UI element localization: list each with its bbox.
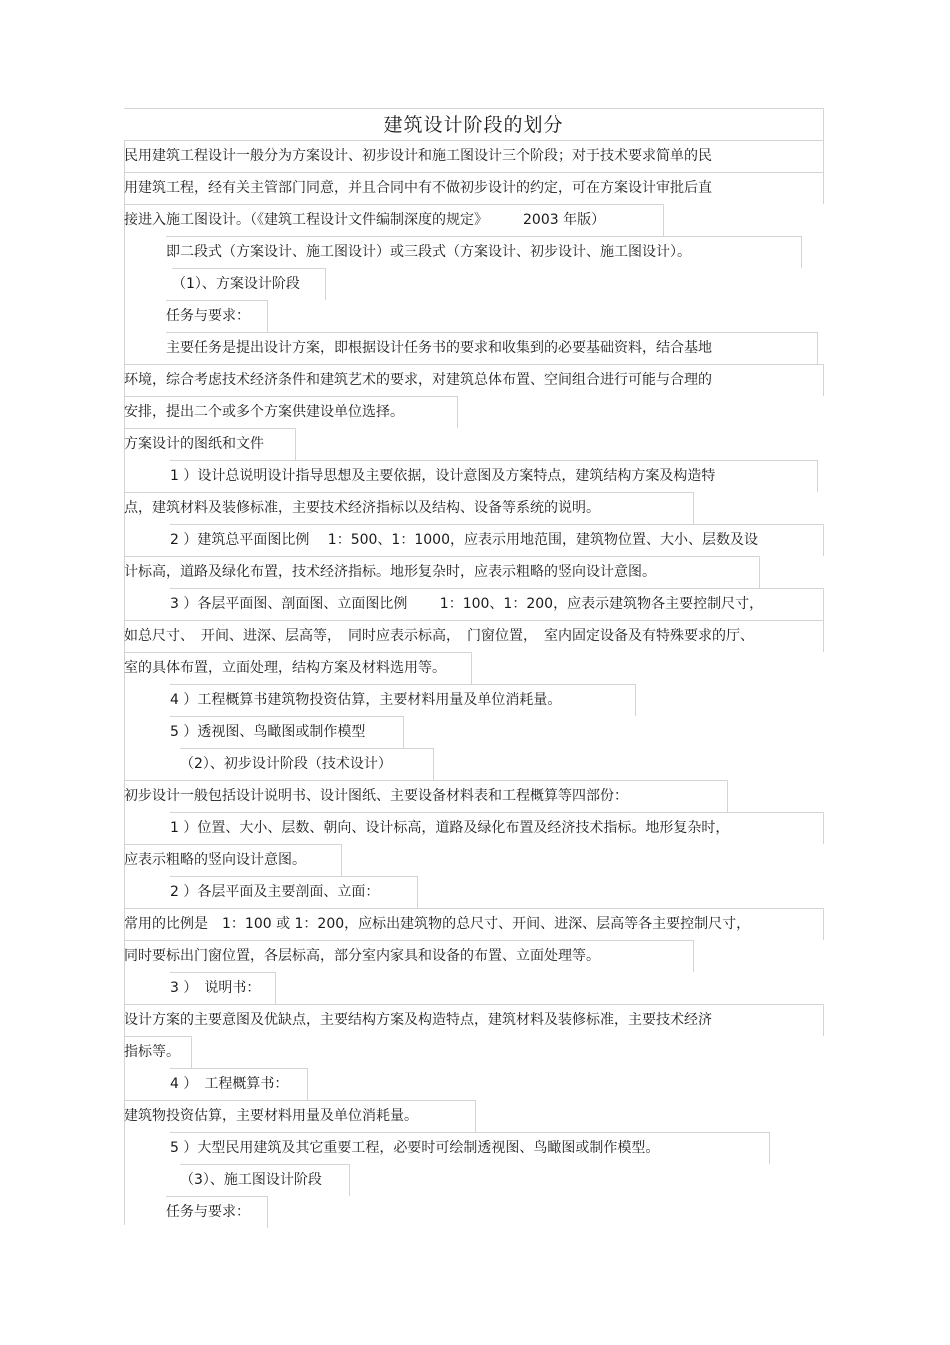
text-line: 1 ）位置、大小、层数、朝向、设计标高，道路及绿化布置及经济技术指标。地形复杂时， [170, 820, 730, 836]
text-line: 民用建筑工程设计一般分为方案设计、初步设计和施工图设计三个阶段；对于技术要求简单的民 [124, 148, 712, 164]
text-line: 室的具体布置，立面处理，结构方案及材料选用等。 [124, 660, 446, 676]
text-line: 常用的比例是 1：100 或 1：200，应标出建筑物的总尺寸、开间、进深、层高等各主要控制尺寸， [124, 916, 751, 932]
text-line: 应表示粗略的竖向设计意图。 [124, 852, 306, 868]
text-line: 安排，提出二个或多个方案供建设单位选择。 [124, 404, 404, 420]
document-title: 建筑设计阶段的划分 [124, 108, 824, 140]
text-line: 环境，综合考虑技术经济条件和建筑艺术的要求，对建筑总体布置、空间组合进行可能与合理的 [124, 372, 712, 388]
text-line: 设计方案的主要意图及优缺点，主要结构方案及构造特点，建筑材料及装修标准，主要技术经济 [124, 1012, 712, 1028]
text-line: 任务与要求： [166, 308, 250, 324]
text-line: 如总尺寸、 开间、进深、层高等， 同时应表示标高， 门窗位置， 室内固定设备及有特殊要求的厅、 [124, 628, 754, 644]
text-line: 1 ）设计总说明设计指导思想及主要依据，设计意图及方案特点，建筑结构方案及构造特 [170, 468, 716, 484]
text-line: 指标等。 [124, 1044, 180, 1060]
text-line: 建筑物投资估算，主要材料用量及单位消耗量。 [124, 1108, 418, 1124]
text-line: 同时要标出门窗位置，各层标高，部分室内家具和设备的布置、立面处理等。 [124, 948, 600, 964]
text-line: 2 ）各层平面及主要剖面、立面： [170, 884, 380, 900]
text-line: 接进入施工图设计。（《建筑工程设计文件编制深度的规定》 2003 年版） [124, 212, 606, 228]
text-line: 即二段式（方案设计、施工图设计）或三段式（方案设计、初步设计、施工图设计）。 [166, 244, 691, 260]
text-line: 主要任务是提出设计方案，即根据设计任务书的要求和收集到的必要基础资料，结合基地 [166, 340, 712, 356]
text-line: 任务与要求： [166, 1204, 250, 1220]
text-line: 4 ）工程概算书建筑物投资估算，主要材料用量及单位消耗量。 [170, 692, 562, 708]
text-line: 5 ）大型民用建筑及其它重要工程，必要时可绘制透视图、鸟瞰图或制作模型。 [170, 1140, 660, 1156]
text-line: 2 ）建筑总平面图比例 1：500、1：1000，应表示用地范围，建筑物位置、大小、层数及设 [170, 532, 758, 548]
text-line: （2）、初步设计阶段（技术设计） [180, 756, 392, 772]
text-line: （1）、方案设计阶段 [172, 276, 300, 292]
text-line: 4 ） 工程概算书： [170, 1076, 289, 1092]
text-line: 用建筑工程，经有关主管部门同意，并且合同中有不做初步设计的约定，可在方案设计审批后直 [124, 180, 712, 196]
text-line: 5 ）透视图、鸟瞰图或制作模型 [170, 724, 366, 740]
text-line: 方案设计的图纸和文件 [124, 436, 264, 452]
text-line: 计标高，道路及绿化布置，技术经济指标。地形复杂时，应表示粗略的竖向设计意图。 [124, 564, 656, 580]
text-line: 3 ）各层平面图、剖面图、立面图比例 1：100、1：200，应表示建筑物各主要控制尺寸， [170, 596, 764, 612]
text-line: 点，建筑材料及装修标准，主要技术经济指标以及结构、设备等系统的说明。 [124, 500, 600, 516]
text-line: 初步设计一般包括设计说明书、设计图纸、主要设备材料表和工程概算等四部份： [124, 788, 628, 804]
text-line: 3 ） 说明书： [170, 980, 261, 996]
text-line: （3）、施工图设计阶段 [180, 1172, 322, 1188]
